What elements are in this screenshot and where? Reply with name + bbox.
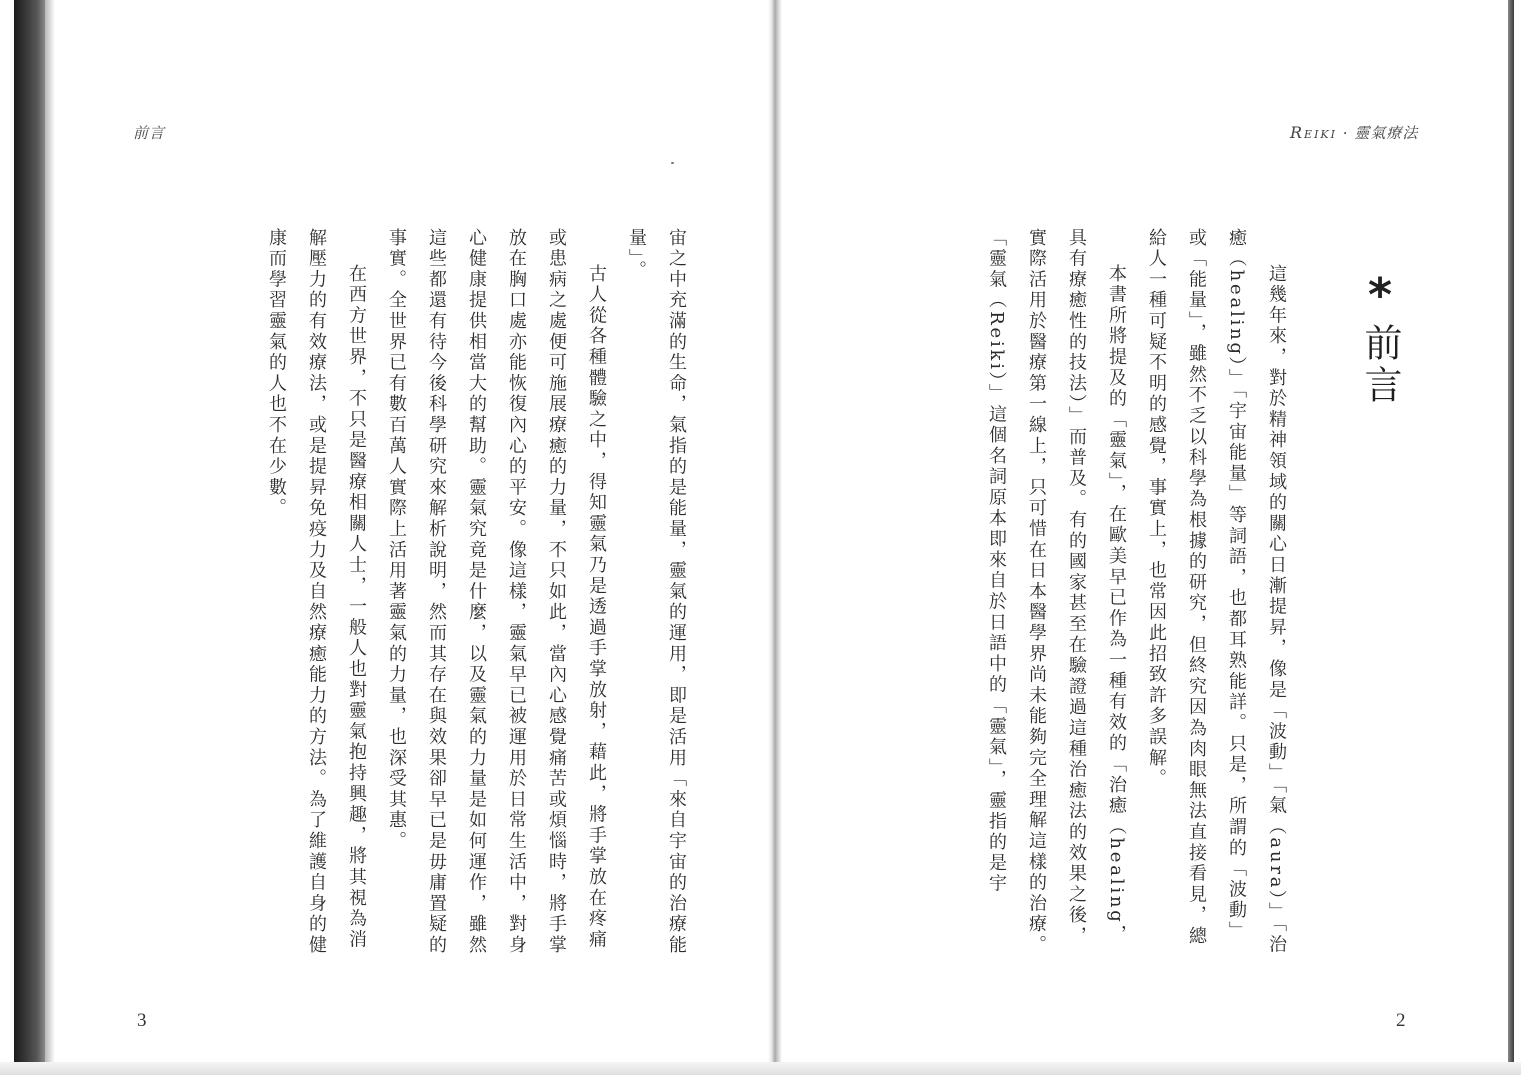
right-paragraph-1: 這幾年來，對於精神領域的關心日漸提昇，像是「波動」「氣（aura）」「治癒（healing）」「宇宙能量」等詞語，也都耳熟能詳。只是，所謂的「波動」或「能量」，雖然不乏以科學為根據的研究，但終究因為肉眼無法直接看見，總給人一種可疑不明的感覺，事實上，也常因此招致許多誤解。 [1146, 228, 1287, 956]
left-paragraph-3: 在西方世界，不只是醫療相關人士，一般人也對靈氣抱持興趣，將其視為消解壓力的有效療法，或是提昇免疫力及自然療癒能力的方法。為了維護自身的健康而學習靈氣的人也不在少數。 [266, 228, 367, 956]
left-page-number: 3 [137, 1010, 147, 1031]
running-head-separator: · [1337, 124, 1355, 142]
scan-bottom-strip [0, 1062, 1521, 1075]
right-paragraph-2: 本書所將提及的「靈氣」，在歐美早已作為一種有效的「治癒（healing，具有療癒性的技法）」而普及。有的國家甚至在驗證過這種治癒法的效果之後，實際活用於醫療第一線上，只可惜在日本醫學界尚未能夠完全理解這樣的治療。 [1026, 228, 1127, 956]
center-gutter [768, 0, 782, 1062]
right-page-number: 2 [1396, 1010, 1406, 1031]
asterisk-icon: * [1367, 268, 1393, 322]
running-head-en: Reiki [1290, 123, 1337, 142]
chapter-title-block [1357, 268, 1403, 407]
left-edge-shadow [45, 0, 55, 1062]
left-paragraph-1: 宙之中充滿的生命，氣指的是能量，靈氣的運用，即是活用「來自宇宙的治療能量」。 [626, 228, 687, 956]
right-running-head [1290, 122, 1418, 143]
running-head-zh: 靈氣療法 [1354, 124, 1419, 142]
left-paragraph-2: 古人從各種體驗之中，得知靈氣乃是透過手掌放射，藉此，將手掌放在疼痛或患病之處便可施展療癒的力量，不只如此，當內心感覺痛苦或煩惱時，將手掌放在胸口處亦能恢復內心的平安。像這樣，靈氣早已被運用於日常生活中，對身心健康提供相當大的幫助。靈氣究竟是什麼，以及靈氣的力量是如何運作，雖然這些都還有待今後科學研究來解析說明，然而其存在與效果卻早已是毋庸置疑的事實。全世界已有數百萬人實際上活用著靈氣的力量，也深受其惠。 [386, 228, 607, 956]
scan-speck [671, 162, 674, 164]
right-paragraph-3: 「靈氣（Reiki）」這個名詞原本即來自於日語中的「靈氣」，靈指的是宇 [986, 228, 1007, 895]
chapter-title: 前言 [1358, 323, 1402, 407]
left-running-head: 前言 [133, 124, 166, 142]
left-book-edge [14, 0, 45, 1062]
right-page-body [940, 228, 1296, 958]
left-page-body [140, 228, 696, 958]
right-book-edge [1508, 0, 1514, 1062]
